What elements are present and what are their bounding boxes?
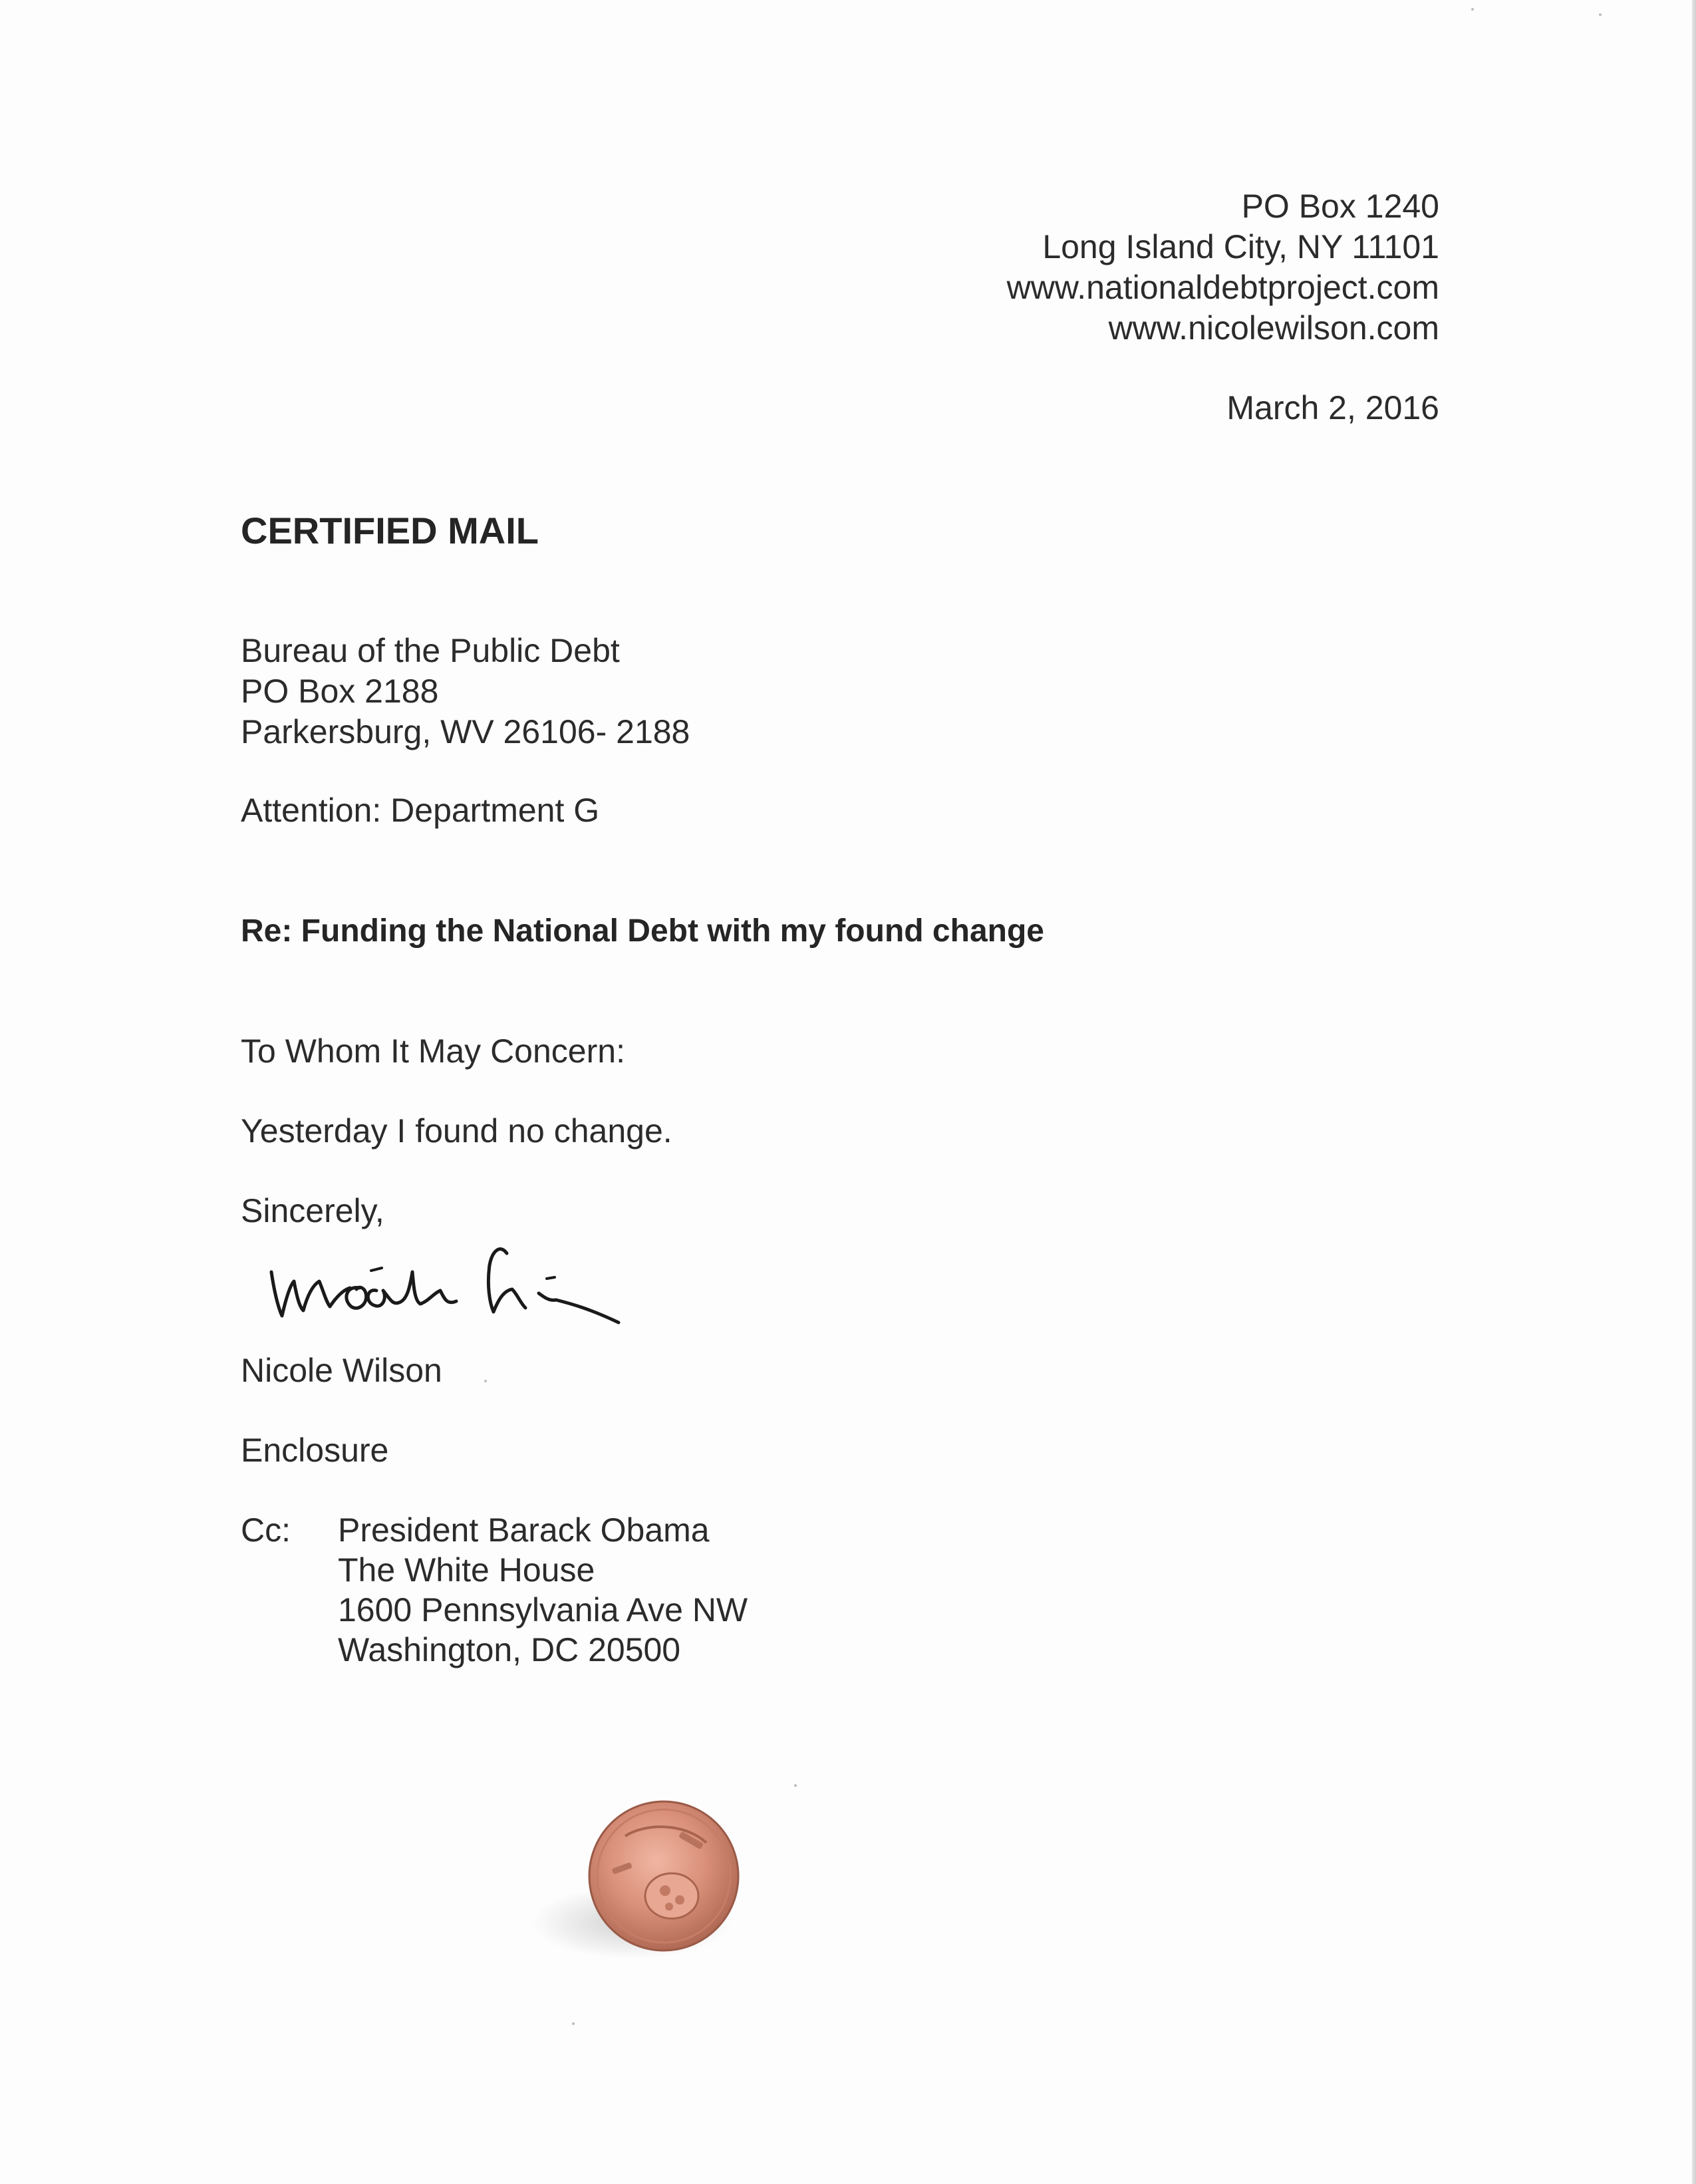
letter-body: Yesterday I found no change.	[241, 1112, 672, 1150]
cc-address-line: Washington, DC 20500	[338, 1631, 681, 1668]
scan-speck	[572, 2022, 575, 2025]
delivery-method-heading: CERTIFIED MAIL	[241, 510, 539, 551]
enclosure-note: Enclosure	[241, 1432, 389, 1469]
page-edge	[1692, 0, 1696, 2184]
recipient-address-line: PO Box 2188	[241, 673, 439, 710]
signer-name: Nicole Wilson	[241, 1352, 442, 1389]
cc-address-line: The White House	[338, 1551, 595, 1589]
scan-speck	[1471, 8, 1474, 11]
cc-label: Cc:	[241, 1511, 291, 1549]
return-address-line: PO Box 1240	[1241, 188, 1439, 225]
return-address-line: www.nationaldebtproject.com	[1006, 269, 1439, 306]
letter-date: March 2, 2016	[1226, 389, 1439, 426]
return-address-line: www.nicolewilson.com	[1108, 309, 1439, 347]
scan-speck	[794, 1784, 797, 1787]
scan-speck	[1599, 13, 1602, 16]
subject-line: Re: Funding the National Debt with my found change	[241, 913, 1044, 949]
recipient-address	[241, 631, 690, 752]
recipient-address-line: Parkersburg, WV 26106- 2188	[241, 713, 690, 750]
handwritten-signature	[259, 1224, 645, 1330]
salutation: To Whom It May Concern:	[241, 1032, 625, 1070]
cc-address-line: President Barack Obama	[338, 1511, 710, 1549]
recipient-address-line: Bureau of the Public Debt	[241, 632, 620, 669]
closing: Sincerely,	[241, 1192, 384, 1229]
penny-coin-image	[532, 1796, 745, 1976]
cc-address	[338, 1510, 748, 1670]
return-address	[1007, 186, 1439, 349]
return-address-line: Long Island City, NY 11101	[1042, 228, 1439, 265]
scan-speck	[484, 1380, 487, 1382]
cc-address-line: 1600 Pennsylvania Ave NW	[338, 1591, 748, 1629]
attention-line: Attention: Department G	[241, 792, 600, 829]
